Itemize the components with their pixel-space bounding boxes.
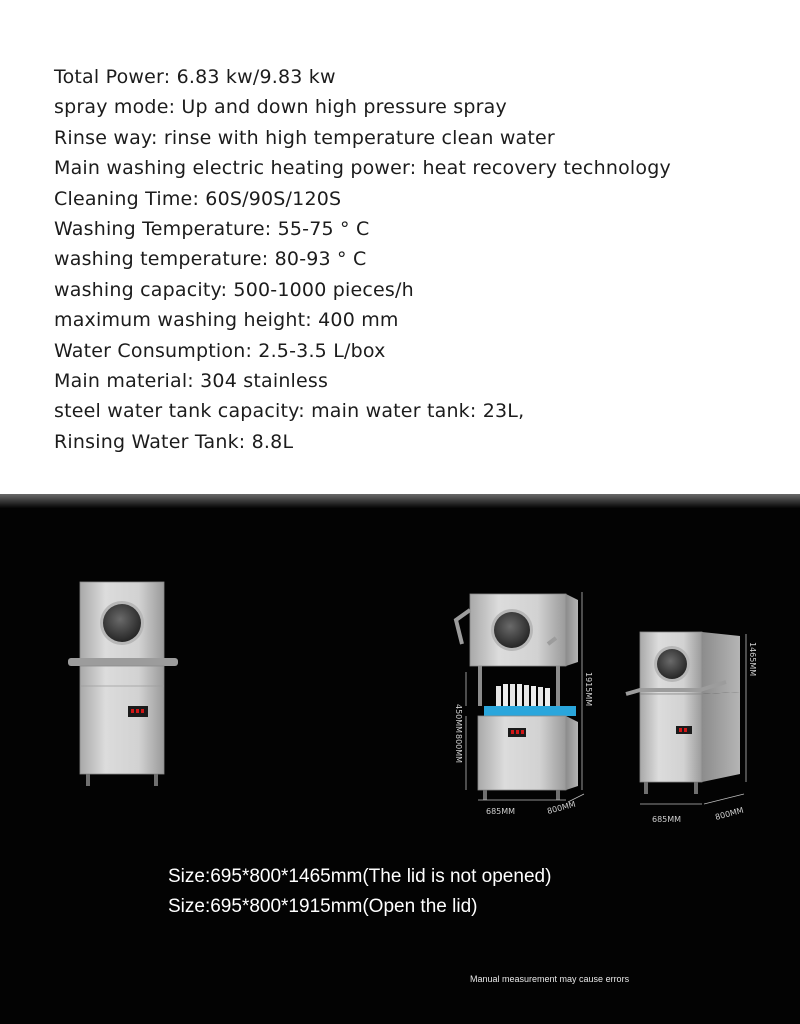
spec-rinsing-tank: Rinsing Water Tank: 8.8L (54, 431, 294, 453)
size-open: Size:695*800*1915mm(Open the lid) (168, 896, 478, 917)
spec-total-power: Total Power: 6.83 kw/9.83 kw (54, 66, 336, 88)
dim-open-depth: 800MM (546, 799, 577, 816)
spec-max-height: maximum washing height: 400 mm (54, 309, 399, 331)
dim-open-width: 685MM (486, 807, 516, 816)
spec-water-consumption: Water Consumption: 2.5-3.5 L/box (54, 340, 386, 362)
dim-closed-depth: 800MM (714, 805, 745, 822)
measurement-note: Manual measurement may cause errors (470, 974, 630, 984)
dishwasher-front-closed (68, 582, 178, 786)
spec-spray-mode: spray mode: Up and down high pressure spray (54, 96, 507, 118)
size-closed: Size:695*800*1465mm(The lid is not opened) (168, 866, 552, 887)
product-showcase (0, 494, 800, 1024)
spec-list (0, 0, 800, 494)
viewing-window-icon (103, 604, 141, 642)
viewing-window-icon (657, 649, 687, 679)
spec-washing-temperature: Washing Temperature: 55-75 ° C (54, 218, 370, 240)
dim-closed-width: 685MM (652, 815, 682, 824)
spec-main-material: Main material: 304 stainless (54, 370, 329, 392)
spec-rinse-way: Rinse way: rinse with high temperature clean water (54, 127, 555, 149)
dishwasher-illustrations (0, 494, 800, 1024)
spec-washing-capacity: washing capacity: 500-1000 pieces/h (54, 279, 414, 301)
dim-closed-total: 1465MM (748, 642, 757, 677)
spec-heating-power: Main washing electric heating power: heat recovery technology (54, 157, 671, 179)
spec-main-tank: steel water tank capacity: main water tank: 23L, (54, 400, 525, 422)
spec-rinse-temperature: washing temperature: 80-93 ° C (54, 248, 367, 270)
spec-cleaning-time: Cleaning Time: 60S/90S/120S (54, 188, 342, 210)
dim-open-lift: 450MM (454, 704, 463, 734)
dim-open-total: 1915MM (584, 672, 593, 707)
dishwasher-open-lid (454, 592, 593, 816)
dishwasher-angled-closed (626, 632, 757, 824)
dim-open-lower: 800MM (454, 734, 463, 764)
viewing-window-icon (494, 612, 530, 648)
handle-bar-icon (68, 658, 178, 666)
dish-rack-icon (484, 684, 576, 716)
